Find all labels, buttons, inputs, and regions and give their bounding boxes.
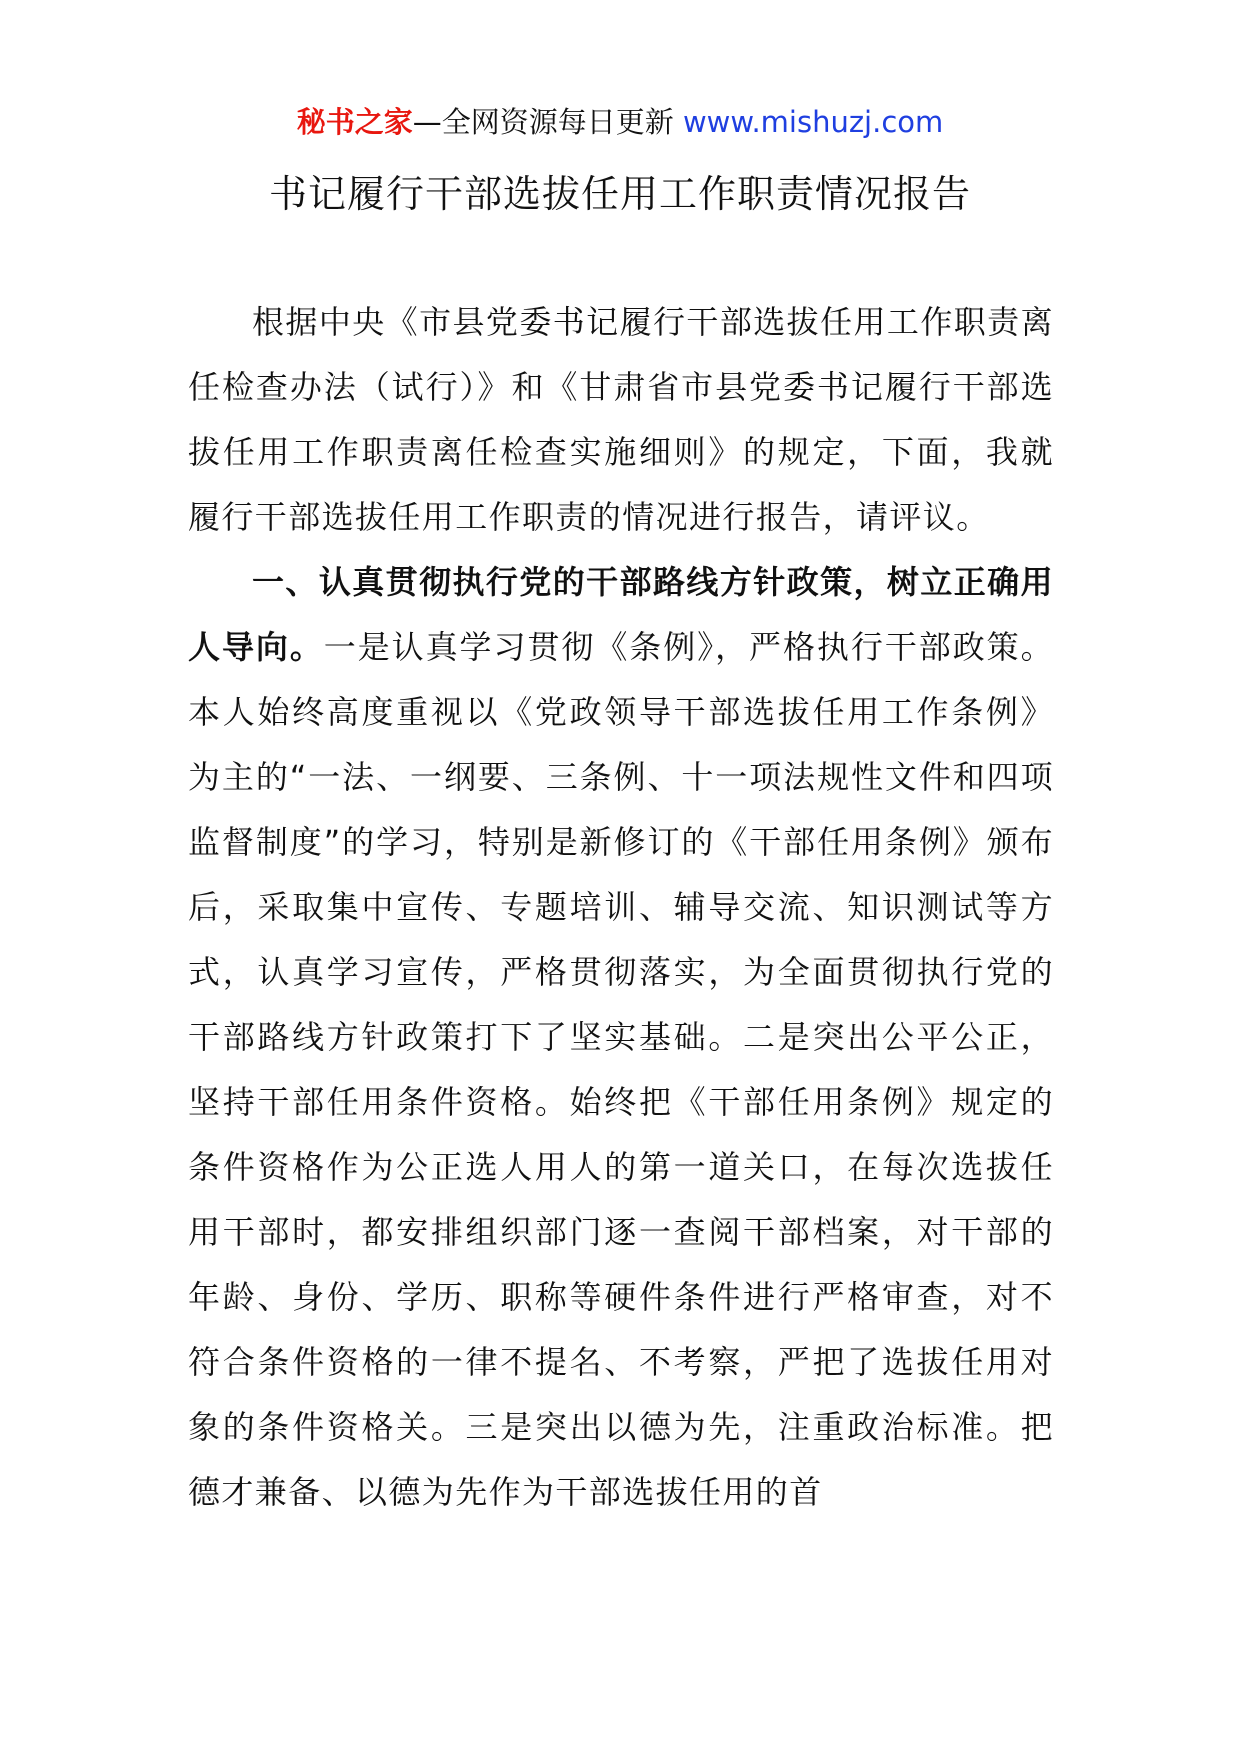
paragraph-intro: [188, 290, 1054, 550]
banner-tagline: —全网资源每日更新: [412, 105, 683, 139]
section-heading: 一、认真贯彻执行党的干部路线方针政策，树立正确用人导向。: [188, 563, 1054, 666]
document-body: [188, 290, 1054, 1525]
brand-name: 秘书之家: [296, 105, 413, 139]
site-banner: [0, 102, 1240, 142]
site-url[interactable]: www.mishuzj.com: [682, 105, 944, 139]
paragraph-text: 一是认真学习贯彻《条例》，严格执行干部政策。本人始终高度重视以《党政领导干部选拔任用工作条例》为主的“一法、一纲要、三条例、十一项法规性文件和四项监督制度”的学习，特别是新修订的《干部任用条例》颁布后，采取集中宣传、专题培训、辅导交流、知识测试等方式，认真学习宣传，严格贯彻落实，为全面贯彻执行党的干部路线方针政策打下了坚实基础。二是突出公平公正，坚持干部任用条件资格。始终把《干部任用条例》规定的条件资格作为公正选人用人的第一道关口，在每次选拔任用干部时，都安排组织部门逐一查阅干部档案，对干部的年龄、身份、学历、职称等硬件条件进行严格审查，对不符合条件资格的一律不提名、不考察，严把了选拔任用对象的条件资格关。三是突出以德为先，注重政治标准。把德才兼备、以德为先作为干部选拔任用的首: [188, 628, 1054, 1511]
paragraph-section-1: [188, 550, 1054, 1525]
paragraph-text: 根据中央《市县党委书记履行干部选拔任用工作职责离任检查办法（试行）》和《甘肃省市县党委书记履行干部选拔任用工作职责离任检查实施细则》的规定，下面，我就履行干部选拔任用工作职责的情况进行报告，请评议。: [188, 303, 1054, 536]
document-title: 书记履行干部选拔任用工作职责情况报告: [268, 172, 971, 216]
